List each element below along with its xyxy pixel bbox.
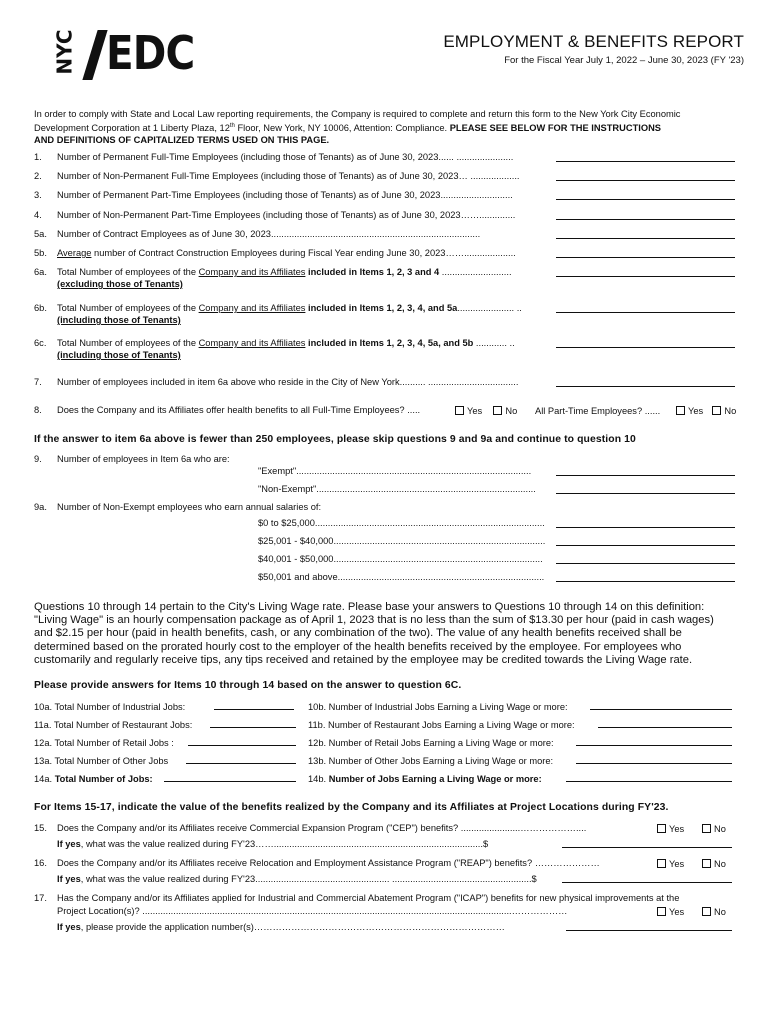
item-11a-answer[interactable] <box>210 718 296 728</box>
item-6b-answer[interactable] <box>556 302 735 313</box>
item-17-yes-checkbox[interactable] <box>657 907 666 916</box>
item-15-yes-checkbox[interactable] <box>657 824 666 833</box>
skip-instruction-heading: If the answer to item 6a above is fewer than 250 employees, please skip questions 9 and 9a and continue to question 10 <box>34 434 636 445</box>
report-subtitle: For the Fiscal Year July 1, 2022 – June 30, 2023 (FY '23) <box>504 55 744 66</box>
items-10-14-heading: Please provide answers for Items 10 through 14 based on the answer to question 6C. <box>34 680 462 691</box>
intro-paragraph <box>34 108 680 146</box>
living-wage-definition: Questions 10 through 14 pertain to the City's Living Wage rate. Please base your answers to Questions 10 through 14 on this definition: "Living Wage" is an hourly compensation package as of April 1, 2023 that is no less than the sum of $13.30 per hour (paid in cash wages) and $2.15 per hour (paid in health benefits, cash, or any combination of the two). The value of any health benefits received shall be determined based on the prorated hourly cost to the employer of the health benefits received by the employee. For employees who customarily and regularly receive tips, any tips received and retained by the employee may be credited towards the Living Wage rate. <box>34 601 714 666</box>
logo-slash <box>82 30 107 80</box>
item-9a-range-3-answer[interactable] <box>556 553 735 564</box>
item-10b-answer[interactable] <box>590 700 732 710</box>
item-3-answer[interactable] <box>556 189 735 200</box>
item-10a-answer[interactable] <box>214 700 294 710</box>
report-title: EMPLOYMENT & BENEFITS REPORT <box>443 32 744 51</box>
item-5a-answer[interactable] <box>556 228 735 239</box>
item-15-no-checkbox[interactable] <box>702 824 711 833</box>
item-8-fulltime-no-checkbox[interactable] <box>493 406 502 415</box>
item-2-answer[interactable] <box>556 170 735 181</box>
intro-line-2: Development Corporation at 1 Liberty Plaza, 12th Floor, New York, NY 10006, Attention: Compliance. PLEASE SEE BELOW FOR THE INSTRUCTIONS <box>34 123 661 134</box>
item-14b-answer[interactable] <box>566 772 732 782</box>
item-11b-answer[interactable] <box>598 718 732 728</box>
benefits-heading: For Items 15-17, indicate the value of the benefits realized by the Company and its Affiliates at Project Locations during FY'23. <box>34 802 669 813</box>
item-8-fulltime-yes-checkbox[interactable] <box>455 406 464 415</box>
item-4-answer[interactable] <box>556 209 735 220</box>
item-9a-range-4-answer[interactable] <box>556 571 735 582</box>
logo-edc: EDC <box>106 26 195 80</box>
item-9-nonexempt-answer[interactable] <box>556 483 735 494</box>
item-8-parttime-yes-checkbox[interactable] <box>676 406 685 415</box>
intro-line-3: AND DEFINITIONS OF CAPITALIZED TERMS USED ON THIS PAGE. <box>34 135 330 146</box>
item-1-answer[interactable] <box>556 151 735 162</box>
item-6c-answer[interactable] <box>556 337 735 348</box>
item-5b-answer[interactable] <box>556 247 735 258</box>
item-6a-answer[interactable] <box>556 266 735 277</box>
logo-nyc: NYC <box>52 29 77 75</box>
intro-line-1: In order to comply with State and Local Law reporting requirements, the Company is required to complete and return this form to the New York City Economic <box>34 109 681 119</box>
item-7-answer[interactable] <box>556 376 735 387</box>
item-8-parttime-no-checkbox[interactable] <box>712 406 721 415</box>
item-16-value-answer[interactable] <box>562 873 732 883</box>
item-16-yes-checkbox[interactable] <box>657 859 666 868</box>
item-9a-range-2-answer[interactable] <box>556 535 735 546</box>
item-14a-answer[interactable] <box>164 772 296 782</box>
nyc-edc-logo <box>52 26 196 82</box>
item-15-value-answer[interactable] <box>562 838 732 848</box>
item-16-no-checkbox[interactable] <box>702 859 711 868</box>
item-17-application-answer[interactable] <box>566 921 732 931</box>
item-12b-answer[interactable] <box>576 736 732 746</box>
item-12a-answer[interactable] <box>188 736 296 746</box>
item-17-no-checkbox[interactable] <box>702 907 711 916</box>
item-13a-answer[interactable] <box>186 754 296 764</box>
item-9a-range-1-answer[interactable] <box>556 517 735 528</box>
item-9-exempt-answer[interactable] <box>556 465 735 476</box>
item-13b-answer[interactable] <box>576 754 732 764</box>
